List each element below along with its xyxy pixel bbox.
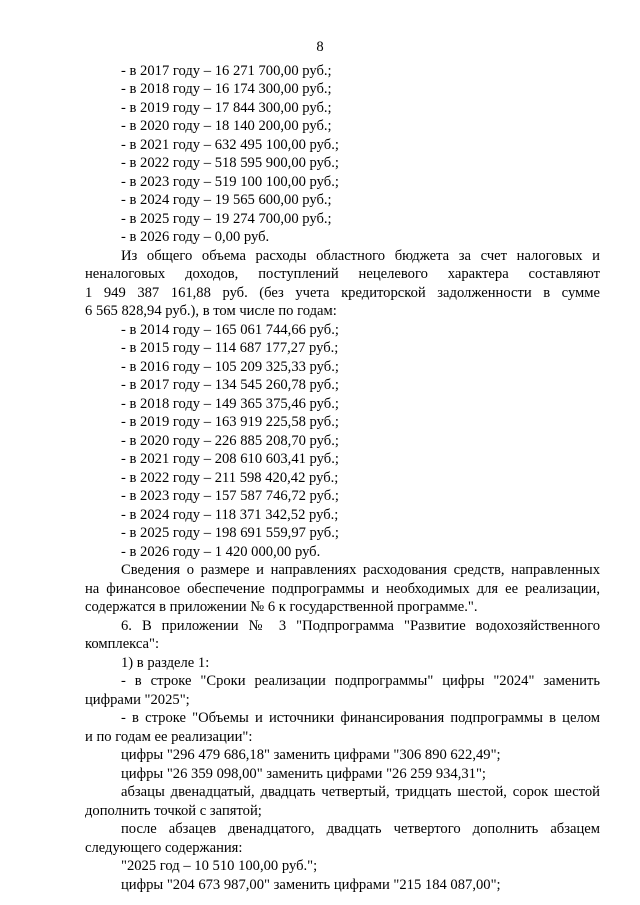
list-item: - в 2024 году – 19 565 600,00 руб.;: [121, 192, 332, 208]
list-item: - в 2014 году – 165 061 744,66 руб.;: [121, 321, 339, 338]
text-line: Из общего объема расходы областного бюджета за счет налоговых и: [121, 247, 600, 264]
list-item: - в 2017 году – 134 545 260,78 руб.;: [121, 377, 339, 393]
list-item: - в 2019 году – 17 844 300,00 руб.;: [121, 99, 332, 116]
list-item: - в 2021 году – 208 610 603,41 руб.;: [121, 451, 339, 467]
text-line: цифры "296 479 686,18" заменить цифрами "306 890 622,49";: [121, 747, 501, 763]
list-item: - в 2024 году – 118 371 342,52 руб.;: [121, 506, 339, 523]
text-line: содержатся в приложении № 6 к государственной программе.".: [85, 599, 478, 615]
paragraphs-add: [85, 820, 600, 857]
section-6-paragraph: [85, 617, 600, 654]
expenses-info-paragraph: [85, 561, 600, 617]
text-line: абзацы двенадцатый, двадцать четвертый, тридцать шестой, сорок шестой: [121, 784, 600, 800]
financing-row-paragraph: [85, 709, 600, 746]
paragraphs-amend: [85, 783, 600, 820]
list-item: - в 2017 году – 16 271 700,00 руб.;: [121, 62, 332, 79]
budget-paragraph: [85, 247, 600, 321]
yearly-amounts-list-a: [85, 62, 600, 247]
text-line: 1 949 387 161,88 руб. (без учета кредиторской задолженности в сумме: [85, 284, 600, 301]
terms-row-paragraph: [85, 672, 600, 709]
list-item: - в 2025 году – 19 274 700,00 руб.;: [121, 210, 332, 227]
page-number: 8: [316, 39, 324, 55]
text-line: на финансовое обеспечение подпрограммы и необходимых для ее реализации,: [85, 580, 600, 597]
text-line: комплекса":: [85, 636, 160, 652]
list-item: - в 2019 году – 163 919 225,58 руб.;: [121, 414, 339, 430]
yearly-amounts-list-b: [85, 321, 600, 562]
list-item: - в 2018 году – 16 174 300,00 руб.;: [121, 81, 332, 97]
text-line: следующего содержания:: [85, 839, 243, 856]
text-line: и по годам ее реализации":: [85, 728, 253, 745]
list-item: - в 2020 году – 18 140 200,00 руб.;: [121, 118, 332, 134]
text-line: дополнить точкой с запятой;: [85, 802, 262, 819]
list-item: - в 2016 году – 105 209 325,33 руб.;: [121, 358, 339, 375]
list-item: - в 2026 году – 1 420 000,00 руб.: [121, 543, 321, 560]
list-item: - в 2023 году – 519 100 100,00 руб.;: [121, 173, 339, 190]
list-item: - в 2020 году – 226 885 208,70 руб.;: [121, 432, 339, 449]
list-item: - в 2015 году – 114 687 177,27 руб.;: [121, 340, 339, 356]
list-item: - в 2021 году – 632 495 100,00 руб.;: [121, 136, 339, 153]
text-line: неналоговых доходов, поступлений нецелевого характера составляют: [85, 266, 600, 282]
text-line: Сведения о размере и направлениях расходования средств, направленных: [121, 562, 600, 578]
list-item: - в 2022 году – 518 595 900,00 руб.;: [121, 155, 339, 171]
text-line: - в строке "Сроки реализации подпрограммы" цифры "2024" заменить: [121, 673, 600, 689]
text-line: 6. В приложении № 3 "Подпрограмма "Развитие водохозяйственного: [121, 617, 600, 634]
text-line: цифры "204 673 987,00" заменить цифрами "215 184 087,00";: [121, 876, 501, 893]
list-item: - в 2022 году – 211 598 420,42 руб.;: [121, 469, 339, 486]
list-item: - в 2018 году – 149 365 375,46 руб.;: [121, 395, 339, 412]
text-line: цифры "26 359 098,00" заменить цифрами "26 259 934,31";: [121, 765, 486, 782]
document-body: [85, 62, 600, 895]
text-line: цифрами "2025";: [85, 691, 190, 708]
text-line: "2025 год – 10 510 100,00 руб.";: [121, 858, 318, 874]
list-item: - в 2025 году – 198 691 559,97 руб.;: [121, 525, 339, 541]
text-line: 6 565 828,94 руб.), в том числе по годам:: [85, 303, 337, 319]
text-line: после абзацев двенадцатого, двадцать четвертого дополнить абзацем: [121, 821, 600, 837]
list-item: - в 2026 году – 0,00 руб.: [121, 229, 270, 245]
subsection-heading: 1) в разделе 1:: [121, 654, 210, 671]
list-item: - в 2023 году – 157 587 746,72 руб.;: [121, 488, 339, 504]
text-line: - в строке "Объемы и источники финансирования подпрограммы в целом: [121, 710, 600, 726]
